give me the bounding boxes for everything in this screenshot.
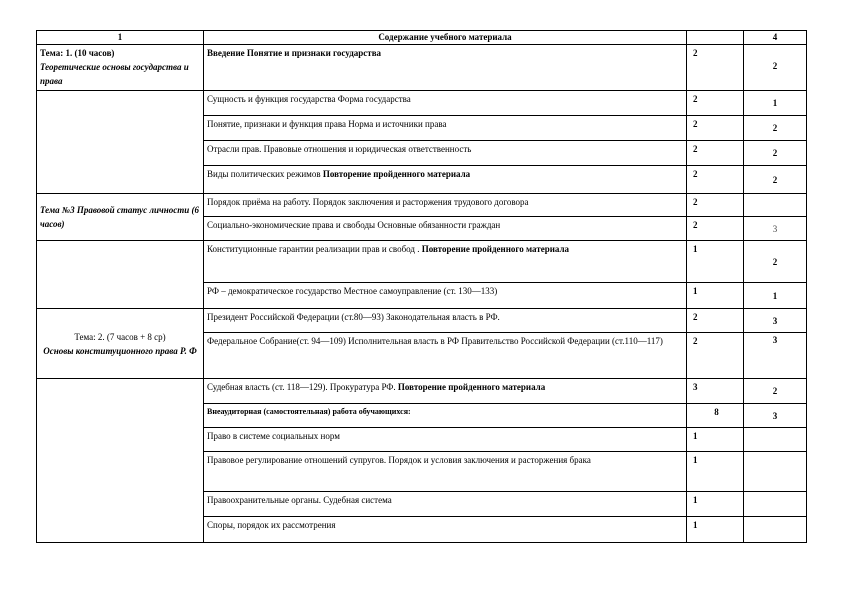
- hours-cell: 2: [687, 166, 744, 194]
- topic-cell-empty: [37, 379, 204, 543]
- hours-cell: 2: [687, 141, 744, 166]
- content-text: Виды политических режимов: [207, 169, 323, 179]
- content-cell: [204, 241, 687, 283]
- content-cell: Сущность и функция государства Форма государства: [204, 91, 687, 116]
- hours-cell: 2: [687, 91, 744, 116]
- topic-title: Тема: 1. (10 часов): [40, 48, 115, 58]
- content-emphasis: Повторение пройденного материала: [421, 244, 570, 254]
- curriculum-sheet: [36, 30, 806, 543]
- content-cell: Социально-экономические права и свободы Основные обязанности граждан: [204, 217, 687, 241]
- topic-cell-empty: [37, 91, 204, 194]
- hours-cell: 1: [687, 241, 744, 283]
- level-cell: 1: [744, 283, 807, 309]
- level-cell: [744, 194, 807, 217]
- level-cell: 3: [744, 333, 807, 379]
- level-cell: 2: [744, 241, 807, 283]
- level-cell: 3: [744, 404, 807, 428]
- hours-cell: 2: [687, 45, 744, 91]
- content-cell: Правоохранительные органы. Судебная система: [204, 492, 687, 517]
- table-header-row: [37, 31, 807, 45]
- content-cell: Понятие, признаки и функция права Норма и источники права: [204, 116, 687, 141]
- hours-cell: 2: [687, 333, 744, 379]
- topic-title: Тема: 2. (7 часов + 8 ср): [74, 331, 166, 342]
- content-cell: Введение Понятие и признаки государства: [204, 45, 687, 91]
- hours-cell: 2: [687, 194, 744, 217]
- content-cell: Федеральное Собрание(ст. 94—109) Исполнительная власть в РФ Правительство Российской Федерации (ст.110—117): [204, 333, 687, 379]
- content-emphasis: Повторение пройденного материала: [322, 169, 471, 179]
- hours-cell: 8: [687, 404, 744, 428]
- hours-cell: 2: [687, 217, 744, 241]
- table-row: [37, 241, 807, 283]
- level-cell: 3: [744, 309, 807, 333]
- topic-subtitle: Основы конституционного права Р. Ф: [43, 345, 197, 356]
- content-emphasis: Повторение пройденного материала: [397, 382, 546, 392]
- hours-cell: 3: [687, 379, 744, 404]
- topic-cell-empty: [37, 241, 204, 309]
- curriculum-table: [36, 30, 807, 543]
- level-cell: [744, 492, 807, 517]
- level-cell: [744, 428, 807, 452]
- content-cell: [204, 379, 687, 404]
- topic-cell: [37, 45, 204, 91]
- hours-cell: 1: [687, 517, 744, 543]
- level-cell: 3: [744, 217, 807, 241]
- content-cell: [204, 166, 687, 194]
- content-cell: Право в системе социальных норм: [204, 428, 687, 452]
- level-cell: 2: [744, 116, 807, 141]
- content-cell: Внеаудиторная (самостоятельная) работа обучающихся:: [204, 404, 687, 428]
- hours-cell: 1: [687, 492, 744, 517]
- hours-cell: 1: [687, 452, 744, 492]
- content-cell: Споры, порядок их рассмотрения: [204, 517, 687, 543]
- topic-cell: [37, 309, 204, 379]
- content-cell: РФ – демократическое государство Местное самоуправление (ст. 130—133): [204, 283, 687, 309]
- content-cell: Правовое регулирование отношений супругов. Порядок и условия заключения и расторжения брака: [204, 452, 687, 492]
- table-row: [37, 91, 807, 116]
- content-text: Судебная власть (ст. 118—129). Прокуратура РФ.: [207, 382, 398, 392]
- hours-cell: 2: [687, 309, 744, 333]
- table-row: [37, 309, 807, 333]
- header-col-3: [687, 31, 744, 45]
- hours-cell: 1: [687, 428, 744, 452]
- hours-cell: 1: [687, 283, 744, 309]
- level-cell: 2: [744, 45, 807, 91]
- level-cell: [744, 452, 807, 492]
- content-cell: Порядок приёма на работу. Порядок заключения и расторжения трудового договора: [204, 194, 687, 217]
- level-cell: 2: [744, 141, 807, 166]
- table-row: [37, 45, 807, 91]
- header-col-2: Содержание учебного материала: [204, 31, 687, 45]
- content-text: Конституционные гарантии реализации прав и свобод .: [207, 244, 422, 254]
- header-col-1: 1: [37, 31, 204, 45]
- table-row: [37, 194, 807, 217]
- level-cell: 2: [744, 166, 807, 194]
- level-cell: 1: [744, 91, 807, 116]
- header-col-4: 4: [744, 31, 807, 45]
- hours-cell: 2: [687, 116, 744, 141]
- content-cell: Отрасли прав. Правовые отношения и юридическая ответственность: [204, 141, 687, 166]
- level-cell: 2: [744, 379, 807, 404]
- topic-subtitle: Теоретические основы государства и права: [40, 62, 189, 86]
- topic-subtitle: Тема №3 Правовой статус личности (6 часов): [40, 205, 200, 229]
- content-cell: Президент Российской Федерации (ст.80—93) Законодательная власть в РФ.: [204, 309, 687, 333]
- topic-cell: [37, 194, 204, 241]
- table-row: [37, 379, 807, 404]
- level-cell: [744, 517, 807, 543]
